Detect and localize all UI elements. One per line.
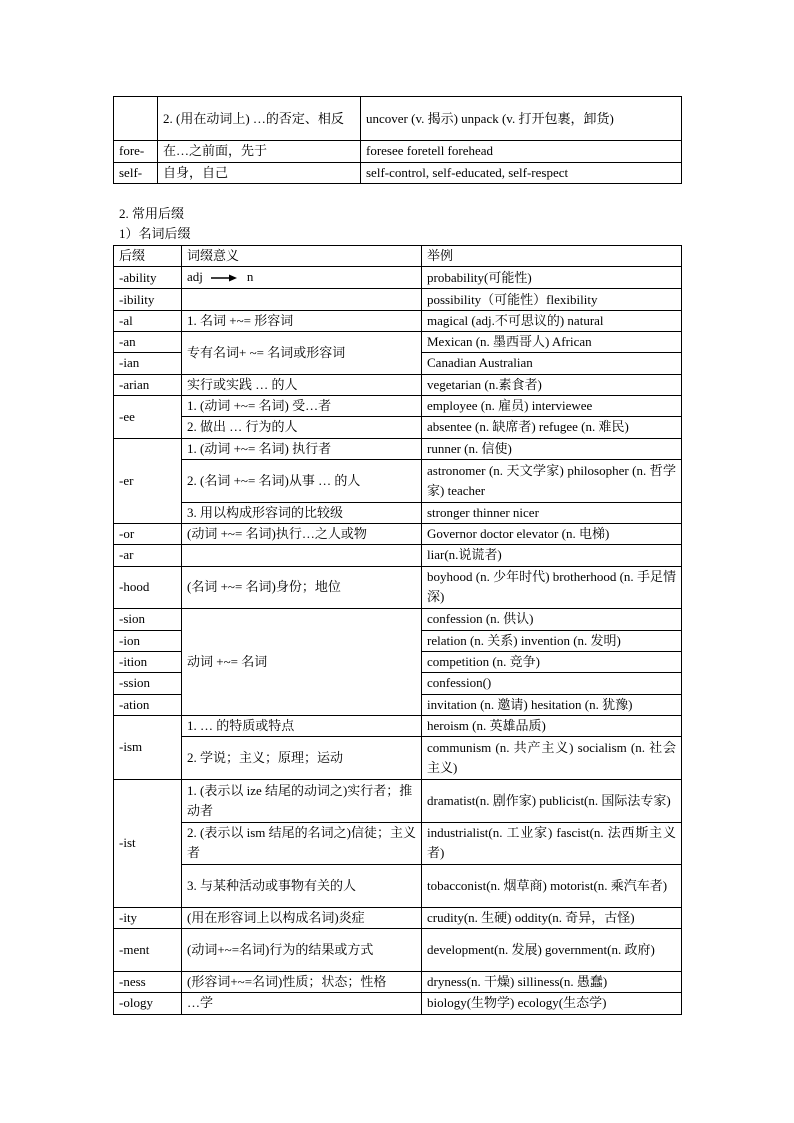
suffix-cell: -al xyxy=(114,310,182,331)
examples-cell: invitation (n. 邀请) hesitation (n. 犹豫) xyxy=(422,694,682,715)
table-row xyxy=(114,822,682,865)
examples-cell: uncover (v. 揭示) unpack (v. 打开包裹，卸货) xyxy=(361,97,682,141)
table-row xyxy=(114,609,682,630)
table-row xyxy=(114,523,682,544)
suffix-cell: -arian xyxy=(114,374,182,395)
examples-cell: liar(n.说谎者) xyxy=(422,545,682,566)
table-row xyxy=(114,459,682,502)
meaning-cell: 实行或实践 … 的人 xyxy=(182,374,422,395)
meaning-cell: 1. (表示以 ize 结尾的动词之)实行者；推动者 xyxy=(182,779,422,822)
meaning-cell: (动词 +~= 名词)执行…之人或物 xyxy=(182,523,422,544)
meaning-cell: (用在形容词上以构成名词)炎症 xyxy=(182,907,422,928)
examples-cell: development(n. 发展) government(n. 政府) xyxy=(422,929,682,972)
examples-cell: dramatist(n. 剧作家) publicist(n. 国际法专家) xyxy=(422,779,682,822)
suffix-cell: -ian xyxy=(114,353,182,374)
examples-cell: possibility（可能性）flexibility xyxy=(422,289,682,310)
meaning-cell: 1. 名词 +~= 形容词 xyxy=(182,310,422,331)
suffix-cell: -an xyxy=(114,332,182,353)
table-row xyxy=(114,97,682,141)
meaning-to: n xyxy=(246,269,254,285)
meaning-cell: 在…之前面，先于 xyxy=(158,141,361,163)
section-heading: 2. 常用后缀 xyxy=(119,206,185,221)
examples-cell: tobacconist(n. 烟草商) motorist(n. 乘汽车者) xyxy=(422,865,682,908)
examples-cell: runner (n. 信使) xyxy=(422,438,682,459)
suffix-cell: -ition xyxy=(114,651,182,672)
table-row xyxy=(114,737,682,780)
table-row xyxy=(114,332,682,353)
meaning-cell: 1. (动词 +~= 名词) 受…者 xyxy=(182,395,422,416)
meaning-cell: (名词 +~= 名词)身份；地位 xyxy=(182,566,422,609)
meaning-cell: 2. 做出 … 行为的人 xyxy=(182,417,422,438)
header-examples: 举例 xyxy=(422,246,682,267)
meaning-cell xyxy=(182,545,422,566)
suffix-table xyxy=(113,245,682,1015)
suffix-cell: -ist xyxy=(114,779,182,907)
suffix-cell: -ism xyxy=(114,715,182,779)
meaning-cell: (动词+~=名词)行为的结果或方式 xyxy=(182,929,422,972)
suffix-cell: -ity xyxy=(114,907,182,928)
examples-cell: competition (n. 竞争) xyxy=(422,651,682,672)
prefix-cell: fore- xyxy=(114,141,158,163)
meaning-cell: 专有名词+ ~= 名词或形容词 xyxy=(182,332,422,375)
examples-cell: dryness(n. 干燥) silliness(n. 愚蠢) xyxy=(422,971,682,992)
examples-cell: communism (n. 共产主义) socialism (n. 社会主义) xyxy=(422,737,682,780)
examples-cell: industrialist(n. 工业家) fascist(n. 法西斯主义者) xyxy=(422,822,682,865)
table-row xyxy=(114,417,682,438)
suffix-cell: -ee xyxy=(114,395,182,438)
table-row xyxy=(114,374,682,395)
table-header-row xyxy=(114,246,682,267)
examples-cell: employee (n. 雇员) interviewee xyxy=(422,395,682,416)
suffix-cell: -ation xyxy=(114,694,182,715)
examples-cell: vegetarian (n.素食者) xyxy=(422,374,682,395)
table-row xyxy=(114,566,682,609)
meaning-cell: 1. … 的特质或特点 xyxy=(182,715,422,736)
prefix-cell xyxy=(114,97,158,141)
examples-cell: crudity(n. 生硬) oddity(n. 奇异，古怪) xyxy=(422,907,682,928)
table-row xyxy=(114,865,682,908)
examples-cell: magical (adj.不可思议的) natural xyxy=(422,310,682,331)
meaning-cell: 3. 与某种活动或事物有关的人 xyxy=(182,865,422,908)
meaning-cell xyxy=(182,267,422,289)
meaning-from: adj xyxy=(187,269,203,285)
suffix-cell: -sion xyxy=(114,609,182,630)
suffix-cell: -ibility xyxy=(114,289,182,310)
suffix-cell: -ability xyxy=(114,267,182,289)
examples-cell: Canadian Australian xyxy=(422,353,682,374)
table-row xyxy=(114,993,682,1014)
meaning-cell xyxy=(182,289,422,310)
table-row xyxy=(114,438,682,459)
examples-cell: foresee foretell forehead xyxy=(361,141,682,163)
meaning-cell: 3. 用以构成形容词的比较级 xyxy=(182,502,422,523)
examples-cell: Mexican (n. 墨西哥人) African xyxy=(422,332,682,353)
prefix-table xyxy=(113,96,682,184)
header-meaning: 词缀意义 xyxy=(182,246,422,267)
suffix-cell: -ness xyxy=(114,971,182,992)
examples-cell: confession() xyxy=(422,673,682,694)
table-row xyxy=(114,929,682,972)
prefix-cell: self- xyxy=(114,162,158,184)
table-row xyxy=(114,267,682,289)
table-row xyxy=(114,502,682,523)
meaning-cell: 2. (名词 +~= 名词)从事 … 的人 xyxy=(182,459,422,502)
meaning-cell: 2. 学说；主义；原理；运动 xyxy=(182,737,422,780)
suffix-cell: -er xyxy=(114,438,182,523)
table-row xyxy=(114,779,682,822)
suffix-cell: -ology xyxy=(114,993,182,1014)
table-row xyxy=(114,141,682,163)
table-row xyxy=(114,545,682,566)
header-suffix: 后缀 xyxy=(114,246,182,267)
meaning-cell: …学 xyxy=(182,993,422,1014)
examples-cell: self-control, self-educated, self-respect xyxy=(361,162,682,184)
table-row xyxy=(114,715,682,736)
table-row xyxy=(114,162,682,184)
examples-cell: heroism (n. 英雄品质) xyxy=(422,715,682,736)
table-row xyxy=(114,971,682,992)
subsection-heading: 1）名词后缀 xyxy=(119,226,191,241)
examples-cell: absentee (n. 缺席者) refugee (n. 难民) xyxy=(422,417,682,438)
examples-cell: boyhood (n. 少年时代) brotherhood (n. 手足情深) xyxy=(422,566,682,609)
suffix-cell: -ssion xyxy=(114,673,182,694)
examples-cell: Governor doctor elevator (n. 电梯) xyxy=(422,523,682,544)
table-row xyxy=(114,310,682,331)
suffix-cell: -hood xyxy=(114,566,182,609)
meaning-cell: 2. (用在动词上) …的否定、相反 xyxy=(158,97,361,141)
examples-cell: biology(生物学) ecology(生态学) xyxy=(422,993,682,1014)
examples-cell: probability(可能性) xyxy=(422,267,682,289)
suffix-cell: -ment xyxy=(114,929,182,972)
meaning-cell: 2. (表示以 ism 结尾的名词之)信徒；主义者 xyxy=(182,822,422,865)
suffix-cell: -or xyxy=(114,523,182,544)
table-row xyxy=(114,289,682,310)
examples-cell: astronomer (n. 天文学家) philosopher (n. 哲学家) teacher xyxy=(422,459,682,502)
examples-cell: stronger thinner nicer xyxy=(422,502,682,523)
meaning-cell: 自身，自己 xyxy=(158,162,361,184)
table-row xyxy=(114,395,682,416)
long-right-arrow-icon xyxy=(211,268,237,288)
meaning-cell: 动词 +~= 名词 xyxy=(182,609,422,716)
meaning-cell: (形容词+~=名词)性质；状态；性格 xyxy=(182,971,422,992)
table-row xyxy=(114,907,682,928)
meaning-cell: 1. (动词 +~= 名词) 执行者 xyxy=(182,438,422,459)
suffix-cell: -ion xyxy=(114,630,182,651)
suffix-cell: -ar xyxy=(114,545,182,566)
examples-cell: confession (n. 供认) xyxy=(422,609,682,630)
examples-cell: relation (n. 关系) invention (n. 发明) xyxy=(422,630,682,651)
